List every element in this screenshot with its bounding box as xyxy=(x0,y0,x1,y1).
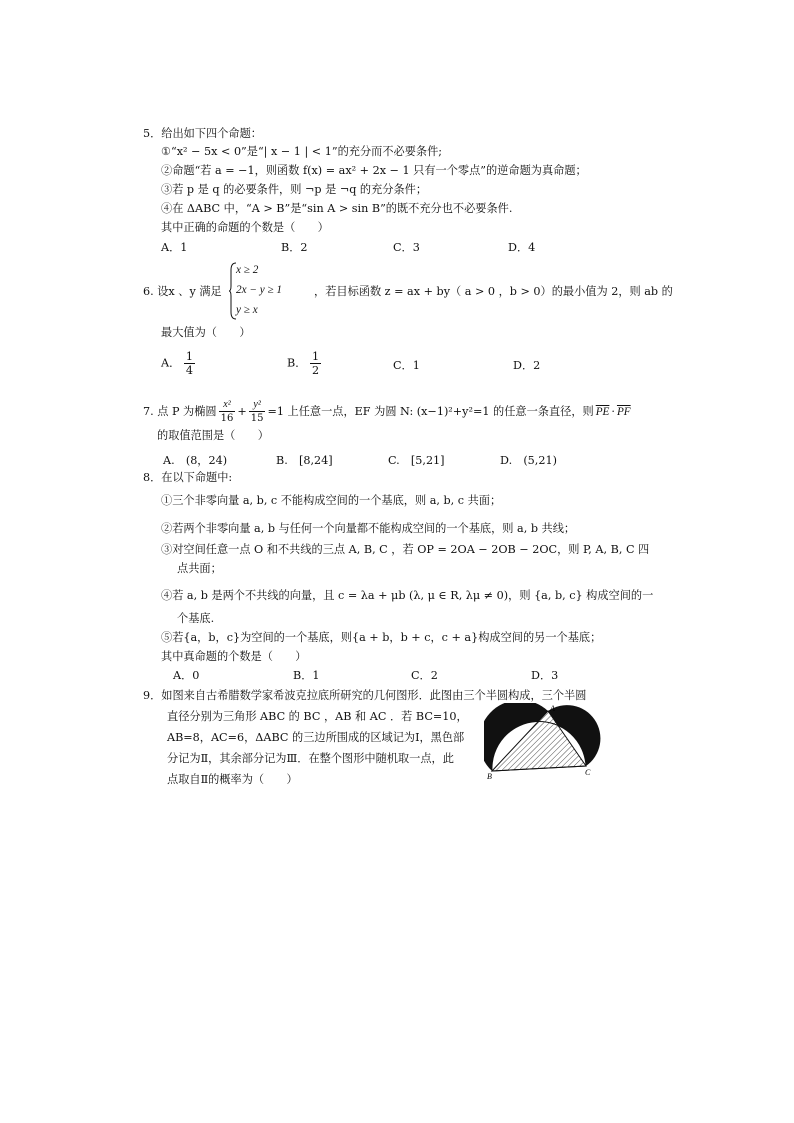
q7-option-d: D. (5,21) xyxy=(500,454,557,467)
q6-option-d: D．2 xyxy=(513,359,541,372)
q7-line-1: 7. 点 P 为椭圆 $\frac{\text{x²}}{16}$ + $\frac{\text{y²}}{15}$ =1 上任意一点，EF 为圆 N: (x−1)²+y²=1 的任意一条直径，则 $\overline{PE}$ · $\overline{PF}$ xyxy=(143,399,631,424)
q9-line-2: 直径分别为三角形 ABC 的 BC ，AB 和 AC ．若 BC=10， xyxy=(167,710,468,723)
q8-option-a: A．0 xyxy=(173,669,200,682)
label-b: B xyxy=(487,772,492,779)
q8-option-c: C．2 xyxy=(411,669,438,682)
q6-mid: ，若目标函数 z = ax + by（ a > 0 ，b > 0）的最小值为 2，则 ab 的 xyxy=(314,285,673,298)
q8-item-3-cont: 点共面； xyxy=(177,562,222,575)
q8-stem: 8．在以下命题中: xyxy=(143,471,233,484)
q5-item-4: ④在 ΔABC 中，“A > B”是“sin A > sin B”的既不充分也不必要条件. xyxy=(161,202,513,215)
q9-line-1: 9．如图来自古希腊数学家希波克拉底所研究的几何图形．此图由三个半圆构成，三个半圆 xyxy=(143,689,587,702)
q6-option-b: B． $\frac{1}{2}$ xyxy=(287,350,320,377)
label-c: C xyxy=(585,768,591,777)
q8-item-1: ①三个非零向量 a, b, c 不能构成空间的一个基底，则 a, b, c 共面； xyxy=(161,494,502,507)
q6-lead: 6. 设x 、y 满足 xyxy=(143,285,222,298)
q6-option-c: C．1 xyxy=(393,359,420,372)
lunes-figure xyxy=(484,703,606,779)
q9-line-3: AB=8，AC=6，ΔABC 的三边所围成的区域记为Ⅰ，黑色部 xyxy=(167,731,465,744)
q9-line-4: 分记为Ⅱ，其余部分记为Ⅲ．在整个图形中随机取一点，此 xyxy=(167,752,454,765)
q5-ask: 其中正确的命题的个数是（ ） xyxy=(161,221,329,234)
q6-constraint-2: 2x − y ≥ 1 xyxy=(236,284,282,296)
q8-option-b: B．1 xyxy=(293,669,320,682)
q8-item-4: ④若 a, b 是两个不共线的向量，且 c = λa + μb (λ, μ ∈ R, λμ ≠ 0)，则 {a, b, c} 构成空间的一 xyxy=(161,589,654,602)
q5-item-1: ①“x² − 5x < 0”是“| x − 1 | < 1”的充分而不必要条件; xyxy=(161,145,443,158)
q8-item-2: ②若两个非零向量 a, b 与任何一个向量都不能构成空间的一个基底，则 a, b 共线； xyxy=(161,522,576,535)
q7-option-a: A. (8，24) xyxy=(163,454,228,467)
q8-item-4-cont: 个基底. xyxy=(177,612,215,625)
q8-option-d: D．3 xyxy=(531,669,559,682)
q5-item-3: ③若 p 是 q 的必要条件，则 ¬p 是 ¬q 的充分条件； xyxy=(161,183,428,196)
q5-option-b: B．2 xyxy=(281,241,308,254)
q8-item-5: ⑤若{a，b，c}为空间的一个基底，则{a + b，b + c，c + a}构成空间的另一个基底； xyxy=(161,631,602,644)
q5-option-a: A．1 xyxy=(161,241,188,254)
q8-ask: 其中真命题的个数是（ ） xyxy=(161,650,307,663)
q9-line-5: 点取自Ⅱ的概率为（ ） xyxy=(167,773,298,786)
q8-item-3: ③对空间任意一点 O 和不共线的三点 A, B, C ，若 OP = 2OA − 2OB − 2OC，则 P, A, B, C 四 xyxy=(161,543,650,556)
q7-option-c: C. [5,21] xyxy=(388,454,445,467)
q6-option-a: A． $\frac{1}{4}$ xyxy=(161,350,193,377)
label-a: A xyxy=(550,704,555,713)
q7-option-b: B. [8,24] xyxy=(276,454,333,467)
q5-item-2: ②命题“若 a = −1，则函数 f(x) = ax² + 2x − 1 只有一个零点”的逆命题为真命题； xyxy=(161,164,587,177)
q5-option-d: D．4 xyxy=(508,241,536,254)
q6-ask: 最大值为（ ） xyxy=(161,326,251,339)
q5-option-c: C．3 xyxy=(393,241,420,254)
q6-constraint-3: y ≥ x xyxy=(236,304,258,316)
q6-constraint-1: x ≥ 2 xyxy=(236,264,259,276)
q5-stem: 5．给出如下四个命题： xyxy=(143,127,262,140)
q7-line-2: 的取值范围是（ ） xyxy=(157,429,269,442)
